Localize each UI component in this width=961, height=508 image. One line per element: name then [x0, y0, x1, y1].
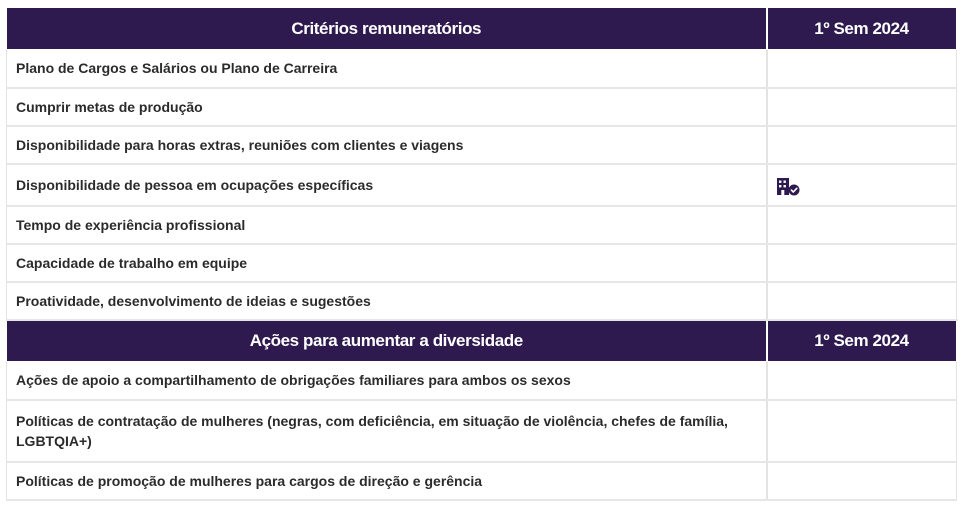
row-value [767, 126, 957, 164]
section1-header-period: 1º Sem 2024 [767, 8, 957, 50]
section2-header-title: Ações para aumentar a diversidade [7, 320, 767, 362]
row-label: Proatividade, desenvolvimento de ideias e sugestões [7, 282, 767, 320]
row-label: Disponibilidade de pessoa em ocupações específicas [7, 164, 767, 206]
row-value [767, 400, 957, 462]
row-value [767, 362, 957, 400]
row-label: Políticas de contratação de mulheres (negras, com deficiência, em situação de violência, chefes de família, LGBTQIA+) [7, 400, 767, 462]
row-value [767, 88, 957, 126]
row-value [767, 462, 957, 500]
row-value [767, 164, 957, 206]
row-label: Cumprir metas de produção [7, 88, 767, 126]
row-value [767, 282, 957, 320]
row-label: Disponibilidade para horas extras, reuniões com clientes e viagens [7, 126, 767, 164]
table-row [7, 244, 957, 282]
section2-header-row [7, 320, 957, 362]
row-value [767, 244, 957, 282]
section2-header-period: 1º Sem 2024 [767, 320, 957, 362]
row-value [767, 50, 957, 88]
row-label: Tempo de experiência profissional [7, 206, 767, 244]
criteria-table-wrapper [6, 7, 956, 501]
table-row [7, 282, 957, 320]
row-label: Capacidade de trabalho em equipe [7, 244, 767, 282]
row-value [767, 206, 957, 244]
criteria-table [6, 7, 958, 501]
table-row [7, 206, 957, 244]
table-row [7, 88, 957, 126]
table-row [7, 126, 957, 164]
section1-header-row [7, 8, 957, 50]
row-label: Ações de apoio a compartilhamento de obrigações familiares para ambos os sexos [7, 362, 767, 400]
row-label: Plano de Cargos e Salários ou Plano de Carreira [7, 50, 767, 88]
table-row [7, 50, 957, 88]
table-row [7, 462, 957, 500]
table-row [7, 400, 957, 462]
table-row [7, 362, 957, 400]
section1-header-title: Critérios remuneratórios [7, 8, 767, 50]
row-label: Políticas de promoção de mulheres para cargos de direção e gerência [7, 462, 767, 500]
table-row [7, 164, 957, 206]
building-check-icon [776, 177, 802, 197]
